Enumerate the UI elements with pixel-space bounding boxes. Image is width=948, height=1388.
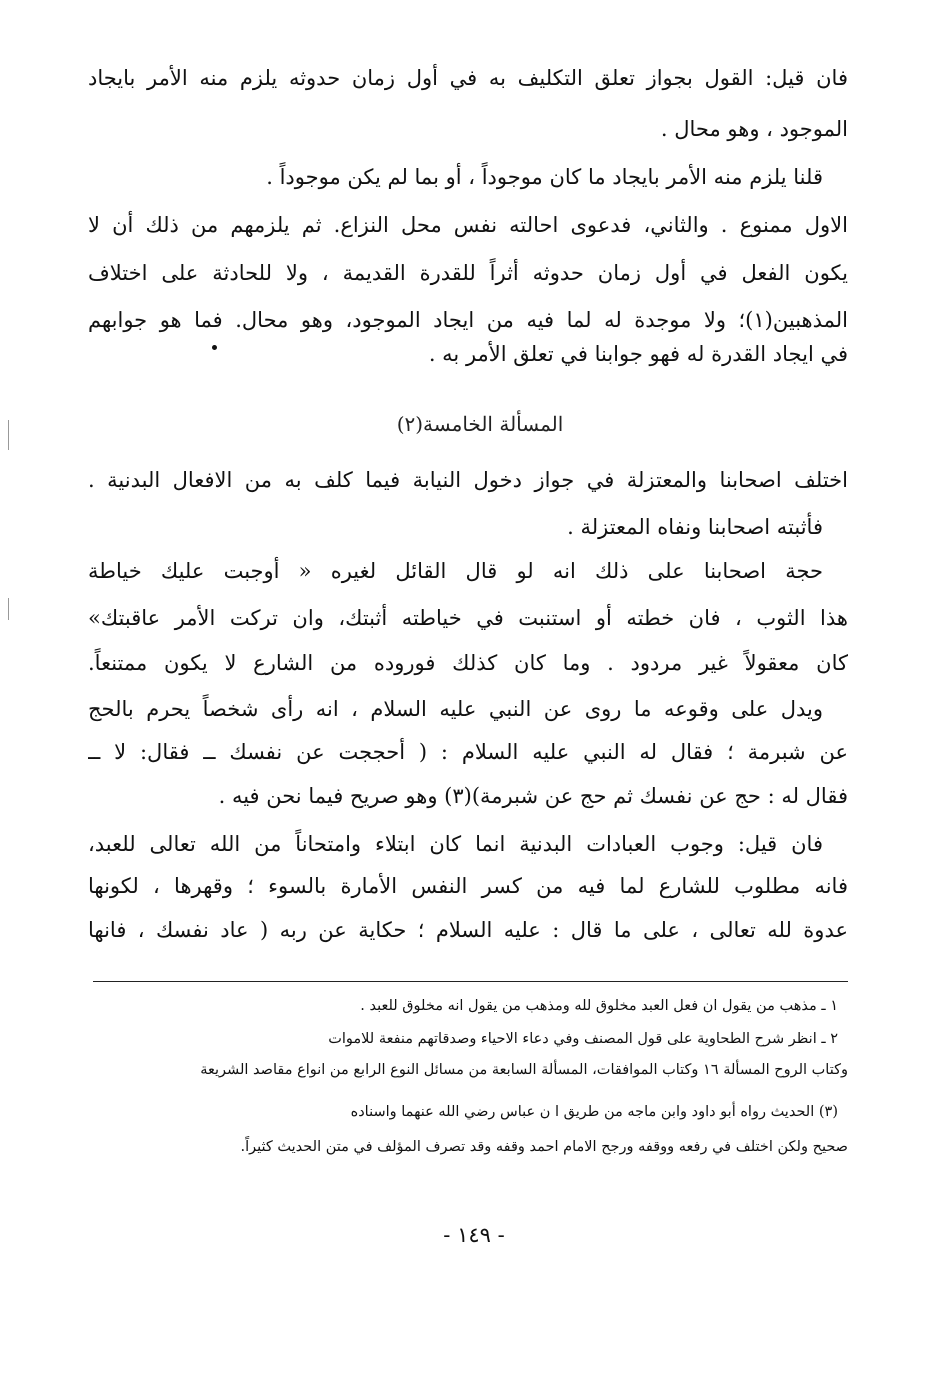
body-line-6: المذهبين(١)؛ ولا موجدة له لما فيه من ايجاد الموجود، وهو محال. فما هو جوابهم (88, 308, 848, 332)
section-line-8: فقال له : حج عن نفسك ثم حج عن شبرمة)(٣) وهو صريح فيما نحن فيه . (218, 784, 848, 808)
footnote-rule (93, 981, 848, 982)
page-number: - ١٤٩ - (443, 1223, 505, 1247)
scan-margin-mark (8, 420, 9, 450)
footnote-3-continued: صحيح ولكن اختلف في رفعه ووقفه ورجح الامام احمد وقفه وقد تصرف المؤلف في متن الحديث كثيراً. (240, 1139, 848, 1155)
footnote-3: (٣) الحديث رواه أبو داود وابن ماجه من طريق ا ن عباس رضي الله عنهما واسناده (350, 1104, 838, 1120)
body-line-1: فان قيل: القول بجواز تعلق التكليف به في أول زمان حدوثه يلزم منه الأمر بايجاد (88, 66, 848, 90)
body-line-4: الاول ممنوع . والثاني، فدعوى احالته نفس محل النزاع. ثم يلزمهم من ذلك أن لا (88, 213, 848, 237)
footnote-1: ١ ـ مذهب من يقول ان فعل العبد مخلوق لله ومذهب من يقول انه مخلوق للعبد . (360, 998, 838, 1014)
body-line-7: في ايجاد القدرة له فهو جوابنا في تعلق الأمر به . (428, 342, 848, 366)
section-line-1: اختلف اصحابنا والمعتزلة في جواز دخول النيابة فيما كلف به من الافعال البدنية . (88, 468, 848, 492)
section-line-5: كان معقولاً غير مردود . وما كان كذلك فوروده من الشارع لا يكون ممتنعاً. (88, 651, 848, 675)
body-line-5: يكون الفعل في أول زمان حدوثه أثراً للقدرة القديمة ، ولا للحادثة على اختلاف (88, 261, 848, 285)
section-line-9: فان قيل: وجوب العبادات البدنية انما كان ابتلاء وامتحاناً من الله تعالى للعبد، (88, 832, 823, 856)
section-line-4: هذا الثوب ، فان خطته أو استنبت في خياطته أثبتك، وان تركت الأمر عاقبتك» (88, 606, 848, 630)
section-heading: المسألة الخامسة(٢) (396, 412, 564, 436)
section-line-10: فانه مطلوب للشارع لما فيه من كسر النفس الأمارة بالسوء ؛ وقهرها ، لكونها (88, 874, 848, 898)
section-line-7: عن شبرمة ؛ فقال له النبي عليه السلام : ( أحججت عن نفسك ــ فقال: لا ــ (88, 740, 848, 764)
body-line-2: الموجود ، وهو محال . (660, 117, 848, 141)
section-line-3: حجة اصحابنا على ذلك انه لو قال القائل لغيره « أوجبت عليك خياطة (88, 559, 823, 583)
footnote-2: ٢ ـ انظر شرح الطحاوية على قول المصنف وفي دعاء الاحياء وصدقاتهم منفعة للاموات (328, 1031, 838, 1047)
section-line-6: ويدل على وقوعه ما روى عن النبي عليه السلام ، انه رأى شخصاً يحرم بالحج (88, 697, 823, 721)
body-line-3: قلنا يلزم منه الأمر بايجاد ما كان موجوداً ، أو بما لم يكن موجوداً . (266, 165, 823, 189)
scan-margin-mark (8, 598, 9, 620)
section-line-11: عدوة لله تعالى ، على ما قال : عليه السلام ؛ حكاية عن ربه ( عاد نفسك ، فانها (88, 918, 848, 942)
footnote-2-continued: وكتاب الروح المسألة ١٦ وكتاب الموافقات، المسألة السابعة من مسائل النوع الرابع من انواع مقاصد الشريعة (200, 1062, 848, 1078)
stray-dot (212, 345, 217, 350)
section-line-2: فأثبته اصحابنا ونفاه المعتزلة . (567, 515, 823, 539)
